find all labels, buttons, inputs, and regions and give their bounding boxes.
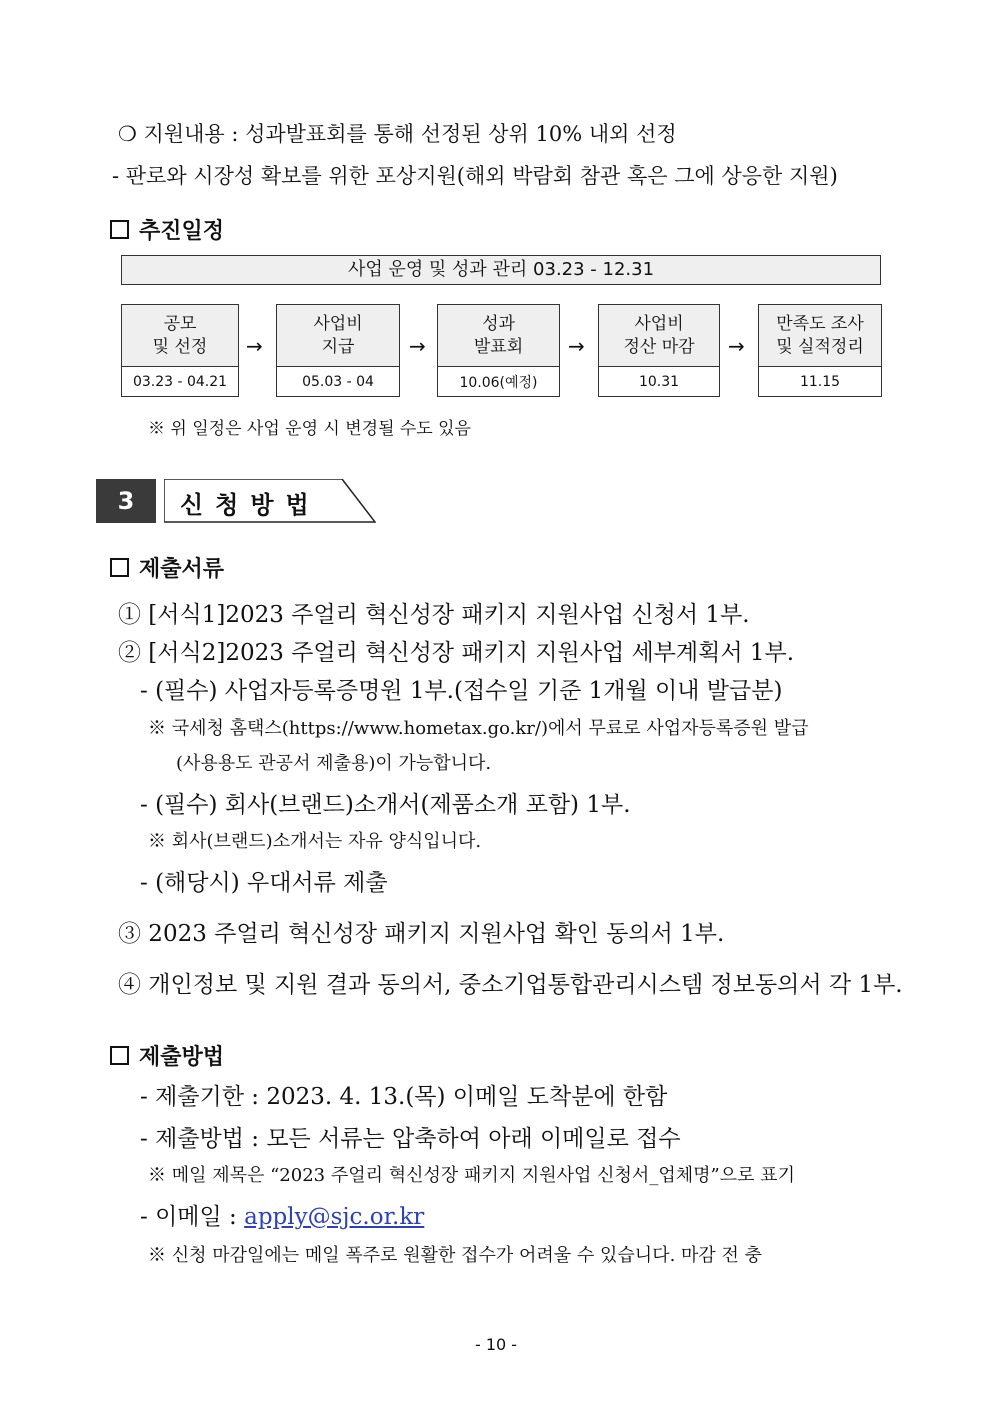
document-note-1a: ※ 국세청 홈택스(https://www.hometax.go.kr/)에서 무료로 사업자등록증원 발급 [148, 718, 809, 739]
step-4-line1: 사업비 [634, 313, 684, 334]
document-note-1b: (사용용도 관공서 제출용)이 가능합니다. [176, 753, 492, 774]
step-3-line1: 성과 [482, 313, 515, 334]
document-sub-1: - (필수) 사업자등록증명원 1부.(접수일 기준 1개월 이내 발급분) [140, 678, 783, 704]
document-item-2: ② [서식2]2023 주얼리 혁신성장 패키지 지원사업 세부계획서 1부. [118, 640, 795, 666]
step-5-date: 11.15 [799, 374, 841, 390]
section-title: 신청방법 [180, 491, 321, 519]
schedule-banner: 사업 운영 및 성과 관리 03.23 - 12.31 [121, 255, 881, 285]
schedule-heading: 추진일정 [110, 214, 224, 245]
prize-support-line: - 판로와 시장성 확보를 위한 포상지원(해외 박람회 참관 혹은 그에 상응한 지원) [112, 164, 838, 188]
step-4-line2: 정산 마감 [623, 336, 695, 357]
checkbox-square-icon [110, 558, 129, 577]
document-sub-3: - (해당시) 우대서류 제출 [140, 870, 388, 896]
documents-heading: 제출서류 [110, 552, 224, 583]
checkbox-square-icon [110, 220, 129, 239]
email-link[interactable]: apply@sjc.or.kr [244, 1204, 425, 1230]
method-note-deadline: ※ 신청 마감일에는 메일 폭주로 원활한 접수가 어려울 수 있습니다. 마감 전 충 [148, 1245, 763, 1266]
arrow-right-icon: → [728, 334, 745, 358]
step-1-date: 03.23 - 04.21 [132, 374, 228, 390]
arrow-right-icon: → [409, 334, 426, 358]
step-2 [276, 304, 400, 397]
document-item-1: ① [서식1]2023 주얼리 혁신성장 패키지 지원사업 신청서 1부. [118, 602, 750, 628]
document-sub-2: - (필수) 회사(브랜드)소개서(제품소개 포함) 1부. [140, 792, 631, 818]
section-title-box [164, 479, 376, 523]
document-item-3: ③ 2023 주얼리 혁신성장 패키지 지원사업 확인 동의서 1부. [118, 921, 725, 947]
arrow-right-icon: → [246, 334, 263, 358]
step-3 [437, 304, 560, 397]
checkbox-square-icon [110, 1046, 129, 1065]
email-label: - 이메일 : [140, 1204, 245, 1230]
step-3-line2: 발표회 [473, 336, 524, 357]
step-1-line1: 공모 [163, 313, 197, 334]
step-4 [598, 304, 720, 397]
document-item-4: ④ 개인정보 및 지원 결과 동의서, 중소기업통합관리시스템 정보동의서 각 1부. [118, 972, 903, 998]
schedule-note: ※ 위 일정은 사업 운영 시 변경될 수도 있음 [148, 419, 471, 439]
method-note-subject: ※ 메일 제목은 “2023 주얼리 혁신성장 패키지 지원사업 신청서_업체명”으로 표기 [148, 1165, 795, 1186]
support-content-line: ❍ 지원내용 : 성과발표회를 통해 선정된 상위 10% 내외 선정 [118, 122, 677, 146]
section-number: 3 [96, 479, 156, 523]
step-2-date: 05.03 - 04 [302, 374, 374, 390]
page-number: - 10 - [474, 1335, 518, 1354]
step-2-line1: 사업비 [313, 313, 363, 334]
step-1 [121, 304, 239, 397]
step-2-line2: 지급 [321, 336, 355, 357]
step-1-line2: 및 선정 [152, 336, 208, 357]
step-5 [758, 304, 882, 397]
method-heading: 제출방법 [110, 1040, 224, 1071]
method-email-line [140, 1198, 424, 1231]
arrow-right-icon: → [568, 334, 585, 358]
method-way: - 제출방법 : 모든 서류는 압축하여 아래 이메일로 접수 [140, 1126, 681, 1152]
step-5-line2: 및 실적정리 [776, 336, 864, 357]
step-5-line1: 만족도 조사 [776, 313, 864, 334]
method-deadline: - 제출기한 : 2023. 4. 13.(목) 이메일 도착분에 한함 [140, 1084, 668, 1110]
step-3-date: 10.06(예정) [459, 375, 538, 391]
document-note-2: ※ 회사(브랜드)소개서는 자유 양식입니다. [148, 831, 482, 852]
step-4-date: 10.31 [638, 374, 680, 390]
